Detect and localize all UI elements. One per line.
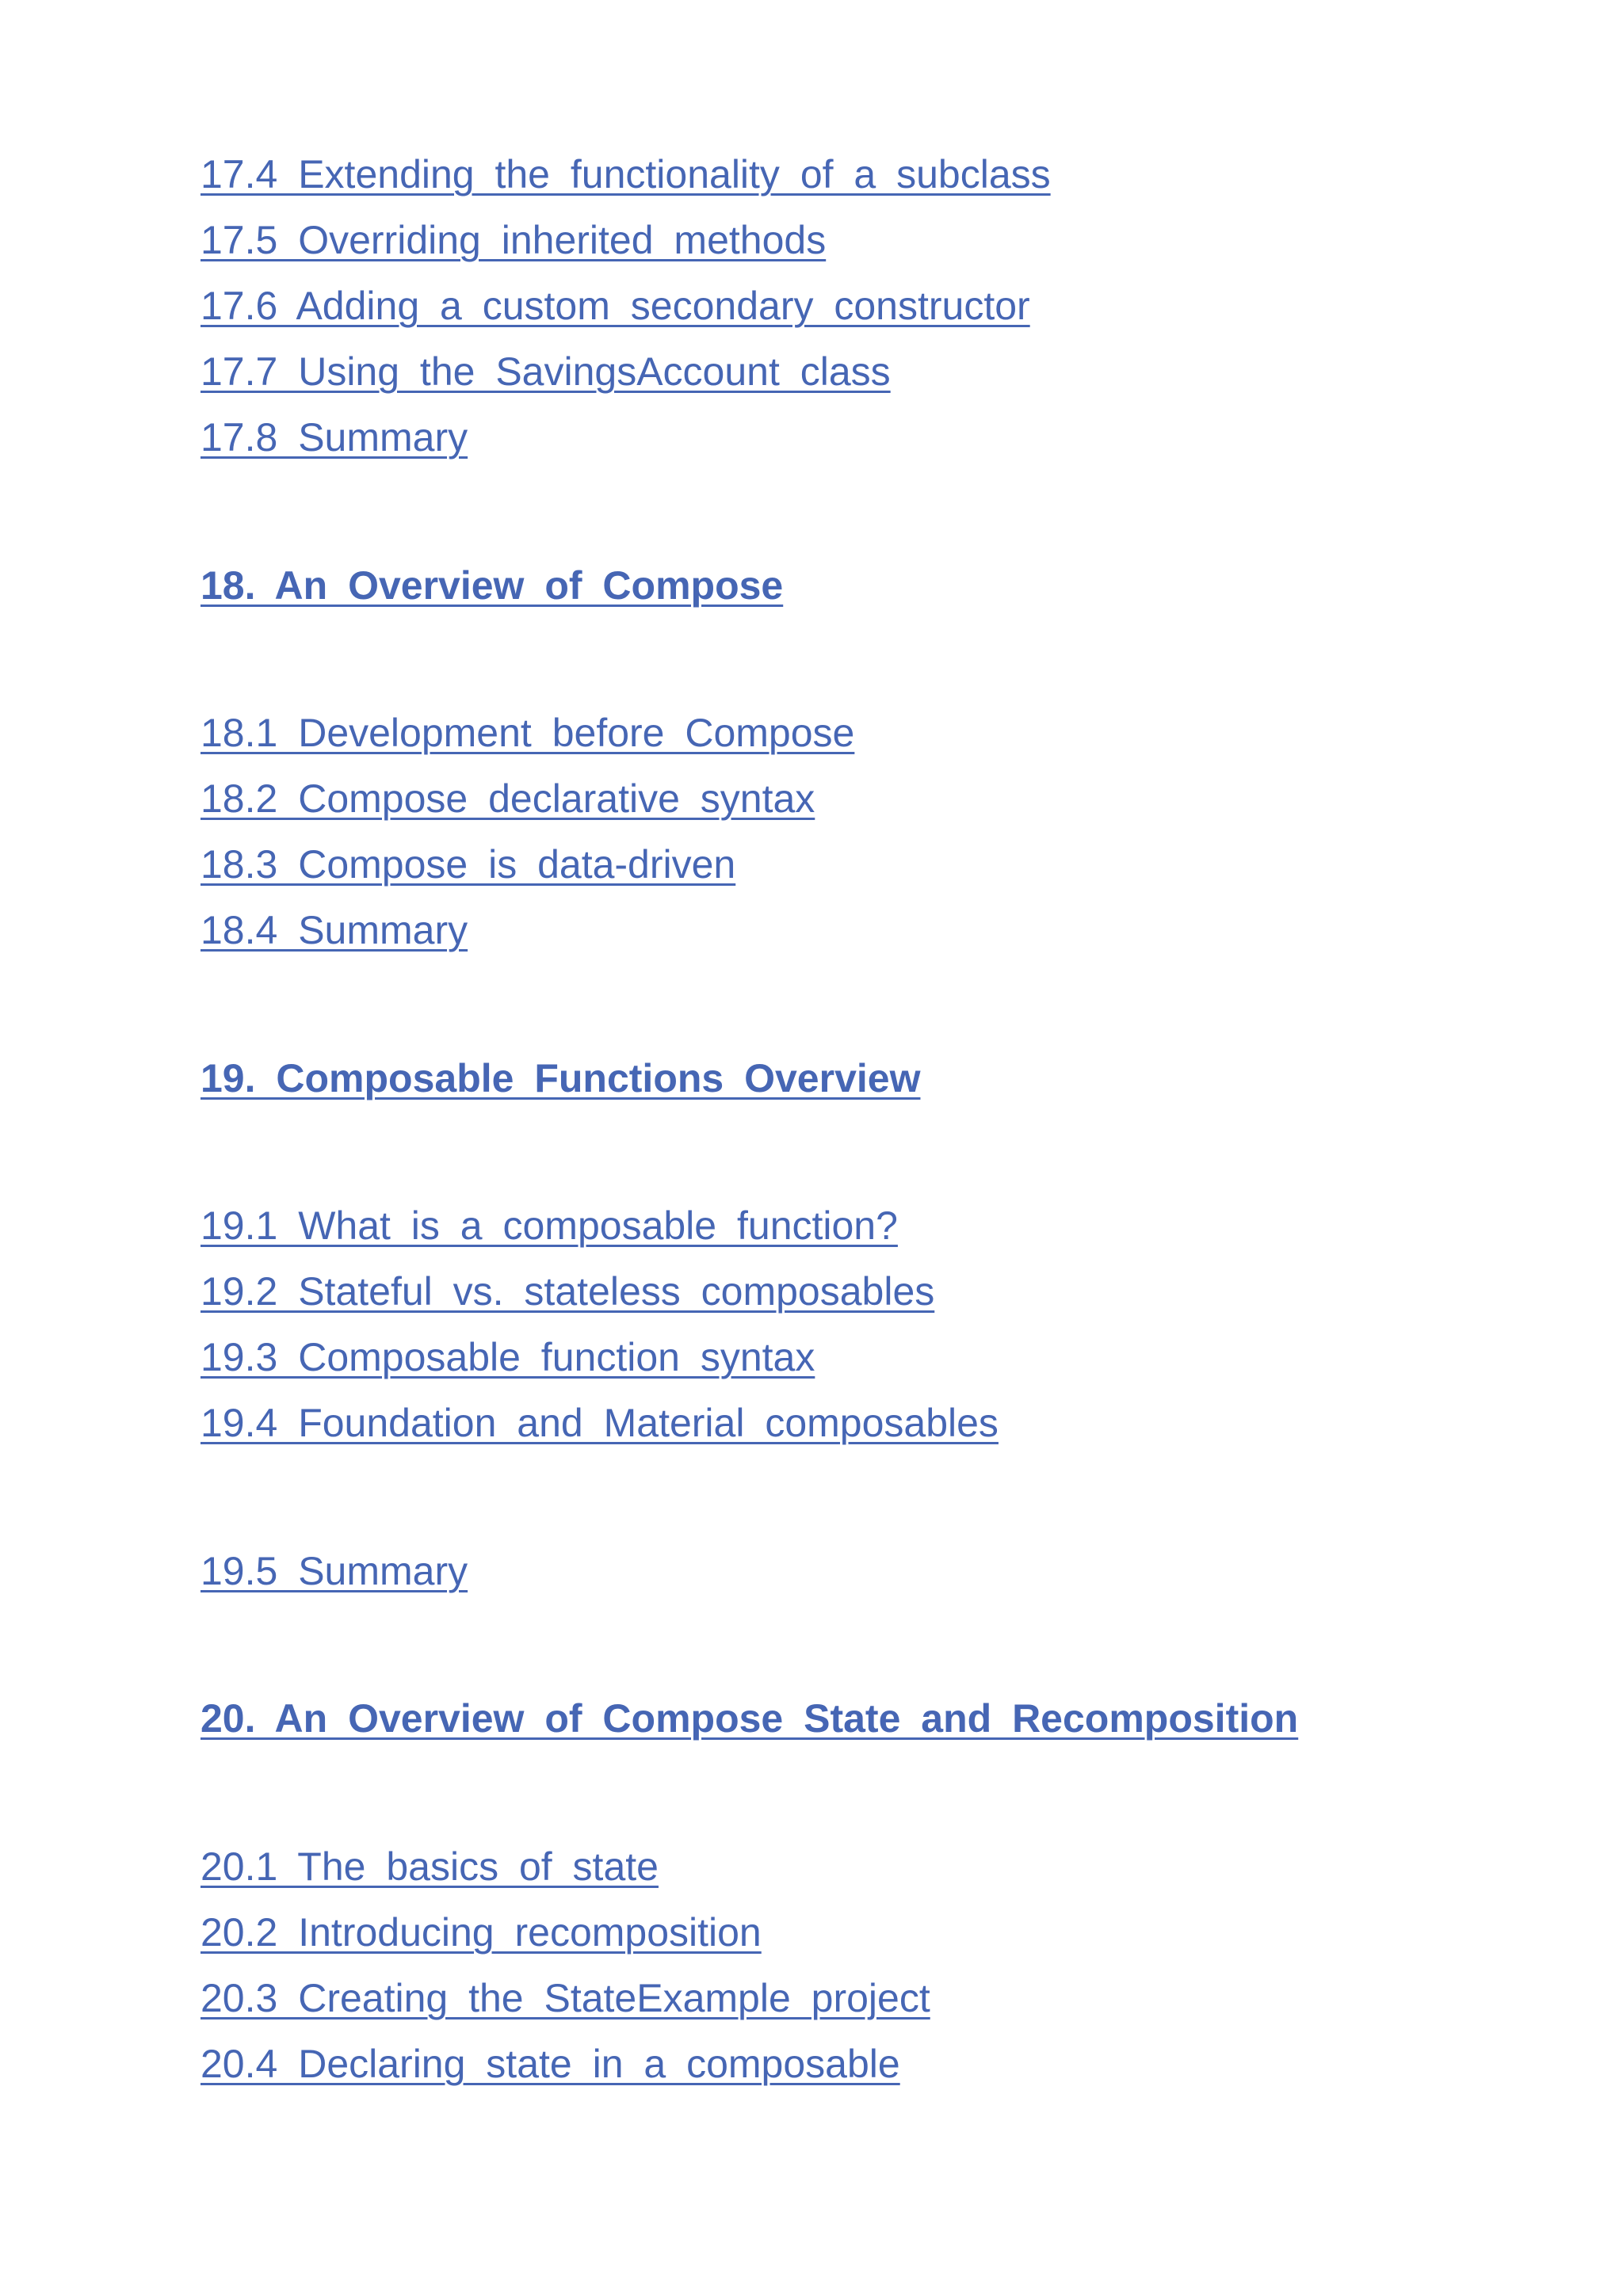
toc-link-18-3[interactable]: 18.3 Compose is data-driven xyxy=(200,842,736,887)
toc-link-17-7[interactable]: 17.7 Using the SavingsAccount class xyxy=(200,349,891,394)
toc-chapter-19[interactable]: 19. Composable Functions Overview xyxy=(200,1056,921,1100)
toc-link-17-6[interactable]: 17.6 Adding a custom secondary constructor xyxy=(200,284,1030,328)
toc-link-19-1[interactable]: 19.1 What is a composable function? xyxy=(200,1203,898,1248)
toc-link-18-2[interactable]: 18.2 Compose declarative syntax xyxy=(200,776,815,821)
toc-link-18-4[interactable]: 18.4 Summary xyxy=(200,908,468,952)
toc-link-17-5[interactable]: 17.5 Overriding inherited methods xyxy=(200,218,827,262)
toc-chapter-18[interactable]: 18. An Overview of Compose xyxy=(200,563,784,608)
toc-link-20-3[interactable]: 20.3 Creating the StateExample project xyxy=(200,1976,930,2020)
toc-link-20-1[interactable]: 20.1 The basics of state xyxy=(200,1844,659,1889)
toc-link-19-3[interactable]: 19.3 Composable function syntax xyxy=(200,1335,815,1379)
toc-chapter-20[interactable]: 20. An Overview of Compose State and Recomposition xyxy=(200,1696,1299,1741)
toc-link-19-2[interactable]: 19.2 Stateful vs. stateless composables xyxy=(200,1269,935,1314)
toc-link-19-5[interactable]: 19.5 Summary xyxy=(200,1549,468,1593)
toc-link-20-4[interactable]: 20.4 Declaring state in a composable xyxy=(200,2042,900,2086)
toc-link-18-1[interactable]: 18.1 Development before Compose xyxy=(200,711,855,755)
toc-link-17-4[interactable]: 17.4 Extending the functionality of a subclass xyxy=(200,152,1051,196)
toc-link-17-8[interactable]: 17.8 Summary xyxy=(200,415,468,460)
toc-link-20-2[interactable]: 20.2 Introducing recomposition xyxy=(200,1910,762,1955)
toc-link-19-4[interactable]: 19.4 Foundation and Material composables xyxy=(200,1401,999,1445)
